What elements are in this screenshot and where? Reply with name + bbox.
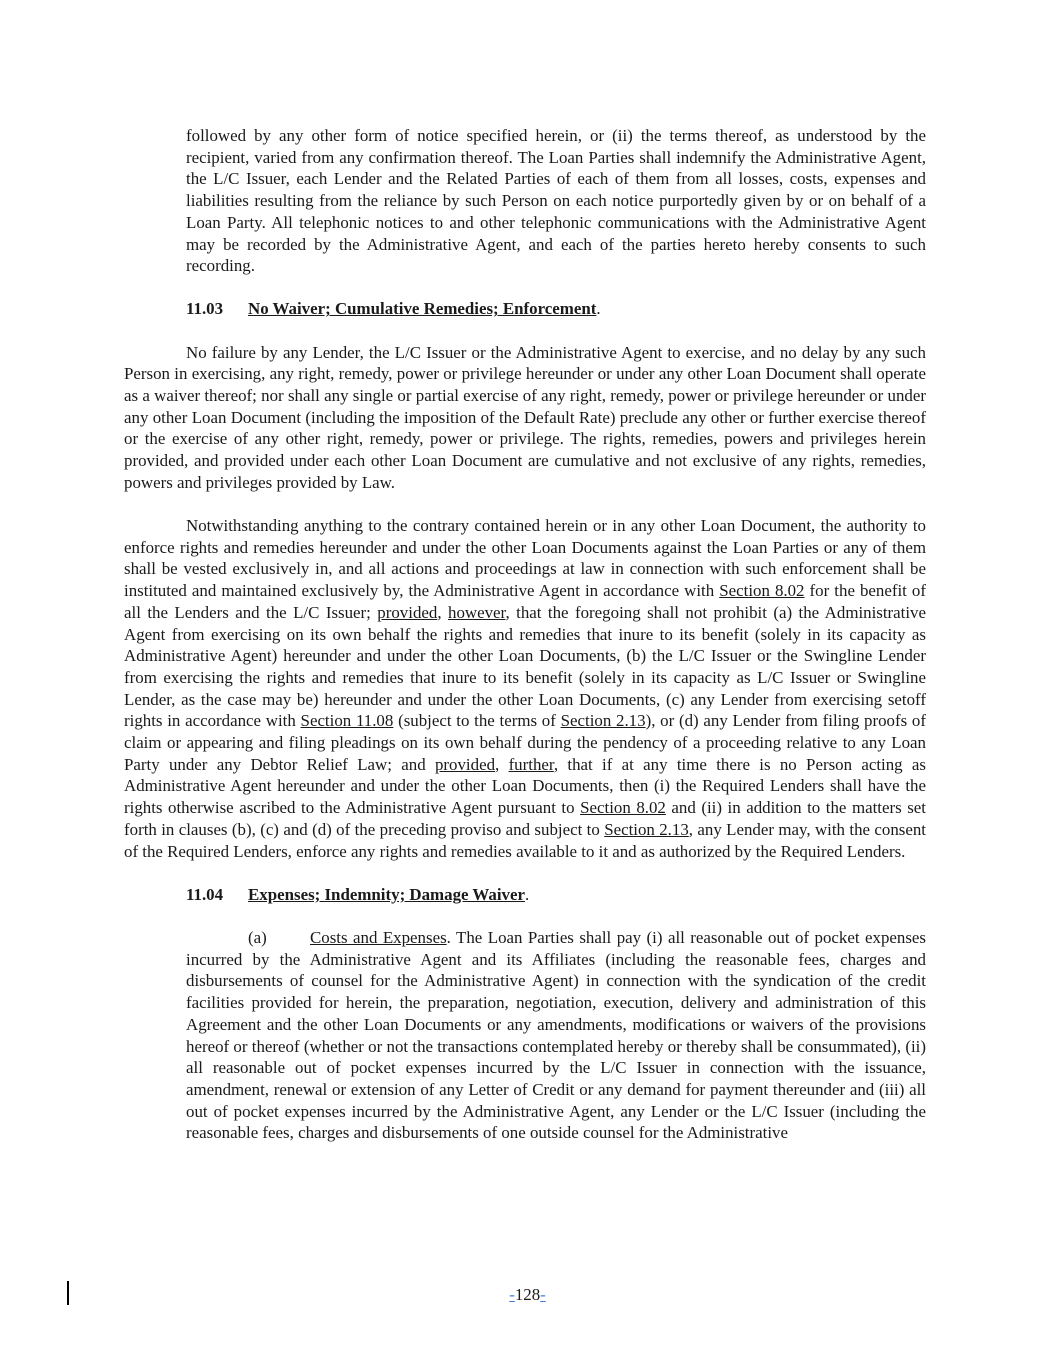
term-provided: provided [434,754,496,774]
paragraph-costs-and-expenses: (a) Costs and Expenses. The Loan Parties shall pay (i) all reasonable out of pocket expenses incurred by the Administrative Agent and its Affiliates (including the reasonable fees, charges and disbursements of counsel for the Administrative Agent) in connection with the syndication of the credit facilities provided for herein, the preparation, negotiation, execution, delivery and administration of this Agreement and the other Loan Documents or any amendments, modifications or waivers of the provisions hereof or thereof (whether or not the transactions contemplated hereby or thereby shall be consummated), (ii) all reasonable out of pocket expenses incurred by the L/C Issuer in connection with the issuance, amendment, renewal or extension of any Letter of Credit or any demand for payment thereunder and (iii) all out of pocket expenses incurred by the Administrative Agent, any Lender or the L/C Issuer (including the reasonable fees, charges and disbursements of one outside counsel for the Administrative [186,928,926,1143]
section-reference-11-08: Section 11.08 [300,711,394,731]
section-title: Expenses; Indemnity; Damage Waiver [248,884,525,904]
section-number: 11.04 [186,884,224,904]
section-reference-8-02: Section 8.02 [580,798,666,818]
paragraph-enforcement: Notwithstanding anything to the contrary contained herein or in any other Loan Document, the authority to enforce rights and remedies hereunder and under the other Loan Documents against the Loan Parties or any of them shall be vested exclusively in, and all actions and proceedings at law in connection with such enforcement shall be instituted and maintained exclusively by, the Administrative Agent in accordance with Section 8.02 for the benefit of all the Lenders and the L/C Issuer; provided, however, that the foregoing shall not prohibit (a) the Administrative Agent from exercising on its own behalf the rights and remedies that inure to its benefit (solely in its capacity as Administrative Agent) hereunder and under the other Loan Documents, (b) the L/C Issuer or the Swingline Lender from exercising the rights and remedies that inure to its benefit (solely in its capacity as L/C Issuer or Swingline Lender, as the case may be) hereunder and under the other Loan Documents, (c) any Lender from exercising setoff rights in accordance with Section 11.08 (subject to the terms of Section 2.13), or (d) any Lender from filing proofs of claim or appearing and filing pleadings on its own behalf during the pendency of a proceeding relative to any Loan Party under any Debtor Relief Law; and provided, further, that if at any time there is no Person acting as Administrative Agent hereunder and under the other Loan Documents, then (i) the Required Lenders shall have the rights otherwise ascribed to the Administrative Agent pursuant to Section 8.02 and (ii) in addition to the matters set forth in clauses (b), (c) and (d) of the preceding proviso and subject to Section 2.13, any Lender may, with the consent of the Required Lenders, enforce any rights and remedies available to it and as authorized by the Required Lenders. [124,516,927,861]
term-provided: provided [377,602,438,622]
section-reference-2-13: Section 2.13 [604,819,689,839]
paragraph-notice-continuation: followed by any other form of notice specified herein, or (ii) the terms thereof, as understood by the recipient, varied from any confirmation thereof. The Loan Parties shall indemnify the Administrative Agent, the L/C Issuer, each Lender and the Related Parties of each of them from all losses, costs, expenses and liabilities resulting from the reliance by such Person on each notice purportedly given by or on behalf of a Loan Party. All telephonic notices to and other telephonic communications with the Administrative Agent may be recorded by the Administrative Agent, and each of the parties hereto hereby consents to such recording. [186,126,926,276]
section-heading-11-03: 11.03 No Waiver; Cumulative Remedies; Enforcement. [186,299,601,319]
clause-label: (a) [248,928,267,947]
section-reference-8-02: Section 8.02 [719,581,805,601]
section-reference-2-13: Section 2.13 [560,711,646,731]
section-number: 11.03 [186,299,224,319]
document-page [124,125,926,1144]
term-however: however [448,602,506,622]
page-footer: -128- [509,1285,546,1304]
section-heading-11-04: 11.04 Expenses; Indemnity; Damage Waiver. [186,884,530,904]
term-further: further [508,754,554,774]
clause-title: Costs and Expenses [310,928,447,947]
section-title: No Waiver; Cumulative Remedies; Enforcement [248,299,597,319]
page-number: 128 [514,1285,541,1304]
paragraph-no-waiver: No failure by any Lender, the L/C Issuer or the Administrative Agent to exercise, and no delay by any such Person in exercising, any right, remedy, power or privilege hereunder or under any other Loan Document shall operate as a waiver thereof; nor shall any single or partial exercise of any right, remedy, power or privilege hereunder or under any other Loan Document (including the imposition of the Default Rate) preclude any other or further exercise thereof or the exercise of any other right, remedy, power or privilege. The rights, remedies, powers and privileges herein provided, and provided under each other Loan Document are cumulative and not exclusive of any rights, remedies, powers and privileges provided by Law. [124,342,926,492]
